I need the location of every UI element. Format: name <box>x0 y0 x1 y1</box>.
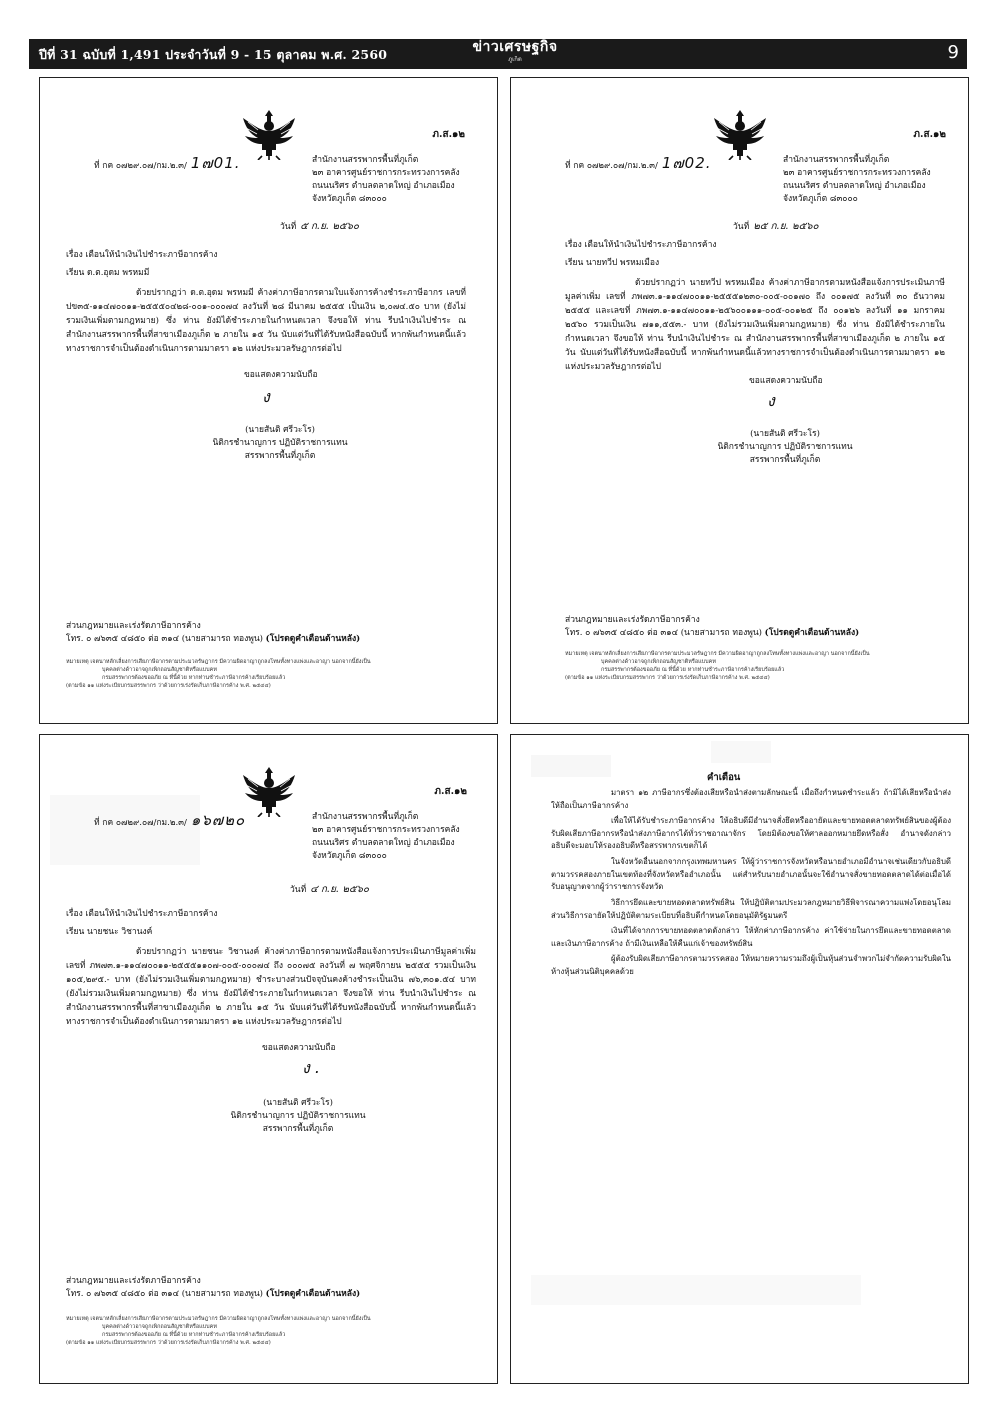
letter-panel-3 <box>39 734 498 1384</box>
signature: ง <box>767 391 775 410</box>
letter-date: วันที่ ๒๕ ก.ย. ๒๕๖๐ <box>733 221 819 232</box>
letter-date: วันที่ ๕ ก.ย. ๒๕๖๐ <box>280 221 359 232</box>
letter-recipient: เรียน นายชนะ วิชานงค์ <box>66 927 153 937</box>
notice-panel <box>510 734 969 1384</box>
letter-date: วันที่ ๔ ก.ย. ๒๕๖๐ <box>290 884 369 895</box>
letter-closing: ขอแสดงความนับถือ <box>244 370 318 380</box>
letter-recipient: เรียน นายทวีป พรหมเมือง <box>565 258 660 268</box>
issue-line: ปีที่ 31 ฉบับที่ 1,491 ประจำวันที่ 9 - 15 ตุลาคม พ.ศ. 2560 <box>39 47 388 62</box>
letter-footnote: หมายเหตุ เจตนาหลักเลี่ยงการเสียภาษีอากรตามประมวลรัษฎากร มีความผิดอาญาถูกลงโทษทั้งทางแพ่งและอาญา นอกจากนี้ยังเป็น บุคคลต่างด้าวอาจถูกเพิกถอนสัญชาติหรือแบบคท กรมสรรพากรต้องขออภัย ณ ที่นี้ด้วย หากท่านชำระภาษีอากรค้างเรียบร้อยแล้ว (ตามข้อ ๑๑ แห่งระเบียบกรมสรรพากร ว่าด้วยการเร่งรัดเก็บภาษีอากรค้าง พ.ศ. ๒๕๔๔) <box>66 1316 371 1346</box>
letter-body: ด้วยปรากฏว่า ด.ต.อุดม พรหมมี ค้างค่าภาษีอากรตามใบแจ้งการค้างชำระภาษีอากร เลขที่ ปข๓๕-๑๑๔๗๐๐๑๑-๒๕๕๕๐๔๒๘-๐๐๑-๐๐๐๗๔ ลงวันที่ ๒๘ มีนาคม ๒๕๕๕ เป็นเงิน ๒,๐๗๔.๕๐ บาท (ยังไม่รวมเงินเพิ่มตามกฎหมาย) ซึ่ง ท่าน ยังมิได้ชำระภายในกำหนดเวลา จึงขอให้ ท่าน รีบนำเงินไปชำระ ณ สำนักงานสรรพากรพื้นที่สาขาเมืองภูเก็ต ๒ ภายใน ๑๕ วัน นับแต่วันที่ได้รับหนังสือฉบับนี้ หากพ้นกำหนดนี้แล้วทางราชการจำเป็นต้องดำเนินการตามมาตรา ๑๒ แห่งประมวลรัษฎากรต่อไป <box>66 288 466 354</box>
handwritten-ref: 1๗01. <box>190 154 241 172</box>
notice-paragraph: วิธีการยึดและขายทอดตลาดทรัพย์สิน ให้ปฏิบัติตามประมวลกฎหมายวิธีพิจารณาความแพ่งโดยอนุโลม ส่วนวิธีการอายัดให้ปฏิบัติตามระเบียบที่อธิบดีกำหนดโดยอนุมัติรัฐมนตรี <box>551 898 951 920</box>
reference-number: ที่ กค ๐๗๒๙.๐๗/กม.๒.๓/ ๑๖๗๒๐ <box>94 811 246 829</box>
letter-subject: เรื่อง เตือนให้นำเงินไปชำระภาษีอากรค้าง <box>66 250 218 260</box>
office-address: สำนักงานสรรพากรพื้นที่ภูเก็ต ๒๓ อาคารศูนย์ราชการกระทรวงการคลัง ถนนนริศร ตำบลตลาดใหญ่ อำเภอเมือง จังหวัดภูเก็ต ๘๓๐๐๐ <box>783 155 931 204</box>
bleed-through-text <box>531 755 611 777</box>
signer-block: (นายสันติ ศรีวะโร) นิติกรชำนาญการ ปฏิบัติราชการแทน สรรพากรพื้นที่ภูเก็ต <box>212 425 348 461</box>
handwritten-ref: 1๗02. <box>661 154 712 172</box>
notice-paragraph: เงินที่ได้จากการขายทอดตลาดดังกล่าว ให้หักค่าภาษีอากรค้าง ค่าใช้จ่ายในการยึดและขายทอดตลาด และเงินภาษีอากรค้าง ถ้ามีเงินเหลือให้คืนแก่เจ้าของทรัพย์สิน <box>551 926 951 948</box>
logo-sub: ภูเก็ต <box>508 56 522 63</box>
office-address: สำนักงานสรรพากรพื้นที่ภูเก็ต ๒๓ อาคารศูนย์ราชการกระทรวงการคลัง ถนนนริศร ตำบลตลาดใหญ่ อำเภอเมือง จังหวัดภูเก็ต ๘๓๐๐๐ <box>312 812 460 861</box>
handwritten-ref: ๑๖๗๒๐ <box>190 811 246 829</box>
bleed-through-text <box>531 1275 861 1305</box>
department-contact: ส่วนกฎหมายและเร่งรัดภาษีอากรค้าง โทร. ๐ ๗๖๓๕ ๔๘๕๐ ต่อ ๓๑๔ (นายสามารถ ทองพูน) (โปรดดูคำเตือนด้านหลัง) <box>66 621 361 644</box>
newspaper-logo <box>465 39 565 69</box>
form-code: ภ.ส.๑๒ <box>432 129 465 140</box>
letter-body: ด้วยปรากฏว่า นายทวีป พรหมเมือง ค้างค่าภาษีอากรตามหนังสือแจ้งการประเมินภาษีมูลค่าเพิ่ม เลขที่ ภพ๗๓.๑-๑๑๔๗๐๐๑๑-๒๕๕๕๑๒๓๐-๐๐๕-๐๐๑๗๐ ถึง ๐๐๑๗๕ ลงวันที่ ๓๐ ธันวาคม ๒๕๕๕ และเลขที่ ภพ๗๓.๑-๑๑๔๗๐๐๑๑-๒๕๖๐๐๑๑๑-๐๐๕-๐๐๑๒๕ ถึง ๐๐๑๒๖ ลงวันที่ ๑๑ มกราคม ๒๕๖๐ รวมเป็นเงิน ๗๑๑,๕๕๓.- บาท (ยังไม่รวมเงินเพิ่มตามกฎหมาย) ซึ่ง ท่าน ยังมิได้ชำระภายในกำหนดเวลา จึงขอให้ ท่าน รีบนำเงินไปชำระ ณ สำนักงานสรรพากรพื้นที่สาขาเมืองภูเก็ต ๒ ภายใน ๑๕ วัน นับแต่วันที่ได้รับหนังสือฉบับนี้ หากพ้นกำหนดนี้แล้วทางราชการจำเป็นต้องดำเนินการตามมาตรา ๑๒ แห่งประมวลรัษฎากรต่อไป <box>565 278 945 372</box>
letter-closing: ขอแสดงความนับถือ <box>749 376 823 386</box>
letter-closing: ขอแสดงความนับถือ <box>262 1043 336 1053</box>
form-code: ภ.ส.๑๒ <box>434 786 467 797</box>
page-number: 9 <box>947 42 959 63</box>
garuda-emblem-icon <box>240 763 298 817</box>
notice-paragraph: มาตรา ๑๒ ภาษีอากรซึ่งต้องเสียหรือนำส่งตามลักษณะนี้ เมื่อถึงกำหนดชำระแล้ว ถ้ามิได้เสียหรือนำส่ง ให้ถือเป็นภาษีอากรค้าง <box>551 788 951 810</box>
office-address: สำนักงานสรรพากรพื้นที่ภูเก็ต ๒๓ อาคารศูนย์ราชการกระทรวงการคลัง ถนนนริศร ตำบลตลาดใหญ่ อำเภอเมือง จังหวัดภูเก็ต ๘๓๐๐๐ <box>312 155 460 204</box>
letter-subject: เรื่อง เตือนให้นำเงินไปชำระภาษีอากรค้าง <box>66 909 218 919</box>
notice-paragraph: ผู้ต้องรับผิดเสียภาษีอากรตามวรรคสอง ให้หมายความรวมถึงผู้เป็นหุ้นส่วนจำพวกไม่จำกัดความรับผิดในห้างหุ้นส่วนนิติบุคคลด้วย <box>551 954 951 976</box>
letter-footnote: หมายเหตุ เจตนาหลักเลี่ยงการเสียภาษีอากรตามประมวลรัษฎากร มีความผิดอาญาถูกลงโทษทั้งทางแพ่งและอาญา นอกจากนี้ยังเป็น บุคคลต่างด้าวอาจถูกเพิกถอนสัญชาติหรือแบบคท กรมสรรพากรต้องขออภัย ณ ที่นี้ด้วย หากท่านชำระภาษีอากรค้างเรียบร้อยแล้ว (ตามข้อ ๑๑ แห่งระเบียบกรมสรรพากร ว่าด้วยการเร่งรัดเก็บภาษีอากรค้าง พ.ศ. ๒๕๔๔) <box>565 651 870 681</box>
signature: ง . <box>302 1058 320 1077</box>
notice-paragraph: เพื่อให้ได้รับชำระภาษีอากรค้าง ให้อธิบดีมีอำนาจสั่งยึดหรืออายัดและขายทอดตลาดทรัพย์สินของผู้ต้องรับผิดเสียภาษีอากรหรือนำส่งภาษีอากรได้ทั่วราชอาณาจักร โดยมิต้องขอให้ศาลออกหมายยึดหรือสั่ง อำนาจดังกล่าวอธิบดีจะมอบให้รองอธิบดีหรือสรรพากรเขตก็ได้ <box>551 816 951 850</box>
letter-body: ด้วยปรากฏว่า นายชนะ วิชานงค์ ค้างค่าภาษีอากรตามหนังสือแจ้งการประเมินภาษีมูลค่าเพิ่ม เลขที่ ภพ๗๓.๑-๑๑๔๗๐๐๑๑-๒๕๕๕๑๑๐๗-๐๐๕-๐๐๐๗๔ ถึง ๐๐๐๗๕ ลงวันที่ ๗ พฤศจิกายน ๒๕๕๕ รวมเป็นเงิน ๑๐๕,๒๙๕.- บาท (ยังไม่รวมเงินเพิ่มตามกฎหมาย) ชำระบางส่วนปัจจุบันคงค้างชำระเป็นเงิน ๗๖,๓๐๑.๕๔ บาท (ยังไม่รวมเงินเพิ่มตามกฎหมาย) ซึ่ง ท่าน ยังมิได้ชำระภายในกำหนดเวลา จึงขอให้ ท่าน รีบนำเงินไปชำระ ณ สำนักงานสรรพากรพื้นที่สาขาเมืองภูเก็ต ๒ ภายใน ๑๕ วัน นับแต่วันที่ได้รับหนังสือฉบับนี้ หากพ้นกำหนดนี้แล้วทางราชการจำเป็นต้องดำเนินการตามมาตรา ๑๒ แห่งประมวลรัษฎากรต่อไป <box>66 947 476 1027</box>
signer-block: (นายสันติ ศรีวะโร) นิติกรชำนาญการ ปฏิบัติราชการแทน สรรพากรพื้นที่ภูเก็ต <box>230 1098 366 1134</box>
garuda-emblem-icon <box>711 106 769 160</box>
reference-number: ที่ กค ๐๗๒๙.๐๗/กม.๒.๓/ 1๗01. <box>94 154 241 172</box>
notice-paragraph: ในจังหวัดอื่นนอกจากกรุงเทพมหานคร ให้ผู้ว่าราชการจังหวัดหรือนายอำเภอมีอำนาจเช่นเดียวกับอธิบดีตามวรรคสองภายในเขตท้องที่จังหวัดหรืออำเภอนั้น แต่สำหรับนายอำเภอนั้นจะใช้อำนาจสั่งขายทอดตลาดได้ต่อเมื่อได้รับอนุญาตจากผู้ว่าราชการจังหวัด <box>551 857 951 891</box>
department-contact: ส่วนกฎหมายและเร่งรัดภาษีอากรค้าง โทร. ๐ ๗๖๓๕ ๔๘๕๐ ต่อ ๓๑๔ (นายสามารถ ทองพูน) (โปรดดูคำเตือนด้านหลัง) <box>565 615 860 638</box>
signature: ง <box>262 387 270 406</box>
masthead <box>29 39 967 69</box>
letter-panel-2 <box>510 77 969 724</box>
logo-title: ข่าวเศรษฐกิจ <box>472 39 558 55</box>
letter-footnote: หมายเหตุ เจตนาหลักเลี่ยงการเสียภาษีอากรตามประมวลรัษฎากร มีความผิดอาญาถูกลงโทษทั้งทางแพ่งและอาญา นอกจากนี้ยังเป็น บุคคลต่างด้าวอาจถูกเพิกถอนสัญชาติหรือแบบคท กรมสรรพากรต้องขออภัย ณ ที่นี้ด้วย หากท่านชำระภาษีอากรค้างเรียบร้อยแล้ว (ตามข้อ ๑๑ แห่งระเบียบกรมสรรพากร ว่าด้วยการเร่งรัดเก็บภาษีอากรค้าง พ.ศ. ๒๕๔๔) <box>66 659 371 689</box>
letter-subject: เรื่อง เตือนให้นำเงินไปชำระภาษีอากรค้าง <box>565 240 717 250</box>
bleed-through-emblem <box>711 741 771 763</box>
letter-panel-1 <box>39 77 498 724</box>
letter-recipient: เรียน ด.ต.อุดม พรหมมี <box>66 268 150 278</box>
garuda-emblem-icon <box>240 106 298 160</box>
bleed-through-text <box>50 795 200 865</box>
reference-number: ที่ กค ๐๗๒๙.๐๗/กม.๒.๓/ 1๗02. <box>565 154 712 172</box>
form-code: ภ.ส.๑๒ <box>913 129 946 140</box>
department-contact: ส่วนกฎหมายและเร่งรัดภาษีอากรค้าง โทร. ๐ ๗๖๓๕ ๔๘๕๐ ต่อ ๓๑๔ (นายสามารถ ทองพูน) (โปรดดูคำเตือนด้านหลัง) <box>66 1276 361 1299</box>
signer-block: (นายสันติ ศรีวะโร) นิติกรชำนาญการ ปฏิบัติราชการแทน สรรพากรพื้นที่ภูเก็ต <box>717 429 853 465</box>
notice-title: คำเตือน <box>707 772 741 783</box>
